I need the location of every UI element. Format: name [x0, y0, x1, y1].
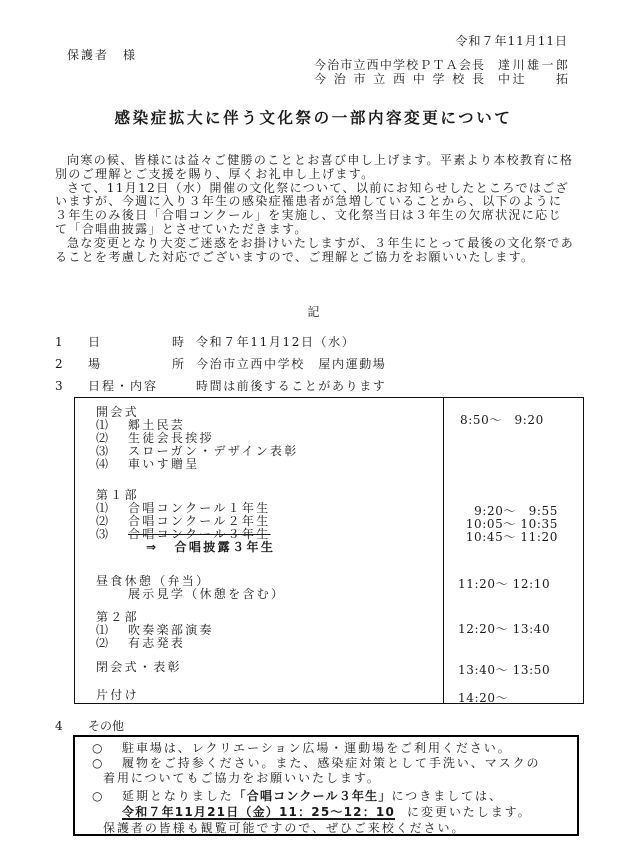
note-new-date: 令和７年11月21日（金）11：25～12：10 に変更いたします。: [122, 805, 532, 819]
signer-name: 中辻 拓: [498, 72, 568, 86]
item-schedule: [55, 377, 386, 394]
ki-heading: 記: [307, 305, 320, 319]
addressee-honorific: 様: [123, 48, 138, 62]
item-label: 日程・内容: [88, 379, 159, 393]
document-date: 令和７年11月11日: [455, 34, 568, 48]
schedule-opening-heading: 開会式: [96, 405, 139, 419]
item-label: 場 所: [88, 357, 184, 371]
signer-org: 今治市立西中学校長: [314, 72, 484, 86]
body-paragraph-greeting: 向寒の候、皆様には益々ご健勝のこととお喜び申し上げます。平素より本校教育に格別のご理解とご支援を賜り、厚くお礼申し上げます。: [55, 153, 574, 181]
body-paragraph-change: さて、11月12日（水）開催の文化祭について、以前にお知らせしたところではございますが、今週に入り３年生の感染症罹患者が急増していることから、以下のように３年生のみ後日「合唱コンクール」を実施し、文化祭当日は３年生の欠席状況に応じて「合唱曲披露」とさせていただきます。: [55, 180, 569, 236]
item-location: [55, 355, 386, 372]
schedule-row: ⑴ 吹奏楽部演奏: [96, 623, 214, 637]
item-value: 令和７年11月12日（水）: [196, 335, 356, 349]
note-shoes: ○ 履物をご持参ください。また、感染症対策として手洗い、マスクの: [92, 756, 541, 770]
note-postponed: ○ 延期となりました「合唱コンクール３年生」につきましては、: [92, 789, 503, 803]
item-label: 日 時: [88, 335, 184, 349]
body-text: [55, 154, 575, 264]
schedule-part2-heading: 第２部: [96, 610, 139, 624]
item-number: 4: [55, 719, 63, 733]
schedule-time: 11:20～ 12:10: [458, 577, 551, 591]
schedule-time: 10:05～ 10:35: [465, 517, 558, 531]
signer-name: 達川雄一郎: [498, 58, 568, 72]
item-number: 1: [55, 335, 63, 349]
schedule-column-divider: [443, 397, 444, 704]
circle-bullet-icon: ○: [92, 789, 103, 803]
arrow-right-icon: ⇒: [146, 540, 159, 554]
note-parking: ○ 駐車場は、レクリエーション広場・運動場をご利用ください。: [92, 741, 512, 755]
item-value: 今治市立西中学校 屋内運動場: [196, 357, 387, 371]
schedule-row: ⑴ 郷土民芸: [96, 418, 186, 432]
item-datetime: [55, 333, 355, 350]
schedule-row: ⑶ スローガン・デザイン表彰: [96, 444, 299, 458]
schedule-row: ⑵ 有志発表: [96, 636, 186, 650]
body-paragraph-apology: 急な変更となり大変ご迷惑をお掛けいたしますが、３年生にとって最後の文化祭であることを考慮した対応でございますので、ご理解とご協力をお願いいたします。: [55, 235, 575, 264]
item-label: その他: [88, 719, 125, 733]
new-date-emphasis: 令和７年11月21日（金）11：25～12：10: [122, 805, 395, 819]
schedule-row: ⑵ 合唱コンクール２年生: [96, 514, 271, 528]
schedule-row-cancelled: ⑶ 合唱コンクール３年生: [96, 527, 271, 541]
signer-org: 今治市立西中学校ＰＴＡ会長: [314, 58, 484, 72]
addressee: [67, 46, 137, 63]
schedule-replacement: ⇒ 合唱披露３年生: [146, 540, 276, 554]
note-shoes-cont: 着用についてもご協力をお願いいたします。: [103, 771, 381, 785]
signer-principal: [314, 70, 568, 87]
item-number: 2: [55, 357, 63, 371]
schedule-row: ⑷ 車いす贈呈: [96, 457, 200, 471]
postponed-event-name: 「合唱コンクール３年生」: [233, 789, 392, 803]
circle-bullet-icon: ○: [92, 756, 103, 770]
schedule-time: 12:20～ 13:40: [458, 622, 551, 636]
schedule-row: ⑴ 合唱コンクール１年生: [96, 501, 271, 515]
item-other: [55, 717, 124, 734]
schedule-time: 9:20～ 9:55: [474, 504, 558, 518]
addressee-name: 保護者: [67, 48, 110, 62]
cancelled-event: 合唱コンクール３年生: [128, 527, 271, 541]
schedule-time: 10:45～ 11:20: [465, 530, 558, 544]
note-invite: 保護者の皆様も観覧可能ですので、ぜひご来校ください。: [103, 821, 466, 835]
schedule-row: ⑵ 生徒会長挨拶: [96, 431, 214, 445]
schedule-time: 13:40～ 13:50: [458, 663, 551, 677]
schedule-part1-heading: 第１部: [96, 488, 139, 502]
item-value: 時間は前後することがあります: [196, 379, 387, 393]
schedule-time: 8:50～ 9:20: [460, 413, 544, 427]
schedule-cleanup-heading: 片付け: [96, 688, 139, 702]
item-number: 3: [55, 379, 63, 393]
circle-bullet-icon: ○: [92, 741, 103, 755]
schedule-time: 14:20～: [458, 691, 509, 705]
schedule-lunch-sub: 展示見学（休憩を含む）: [128, 587, 286, 601]
schedule-lunch-heading: 昼食休憩（弁当）: [96, 574, 211, 588]
schedule-closing-heading: 閉会式・表彰: [96, 660, 182, 674]
document-title: 感染症拡大に伴う文化祭の一部内容変更について: [114, 109, 513, 127]
